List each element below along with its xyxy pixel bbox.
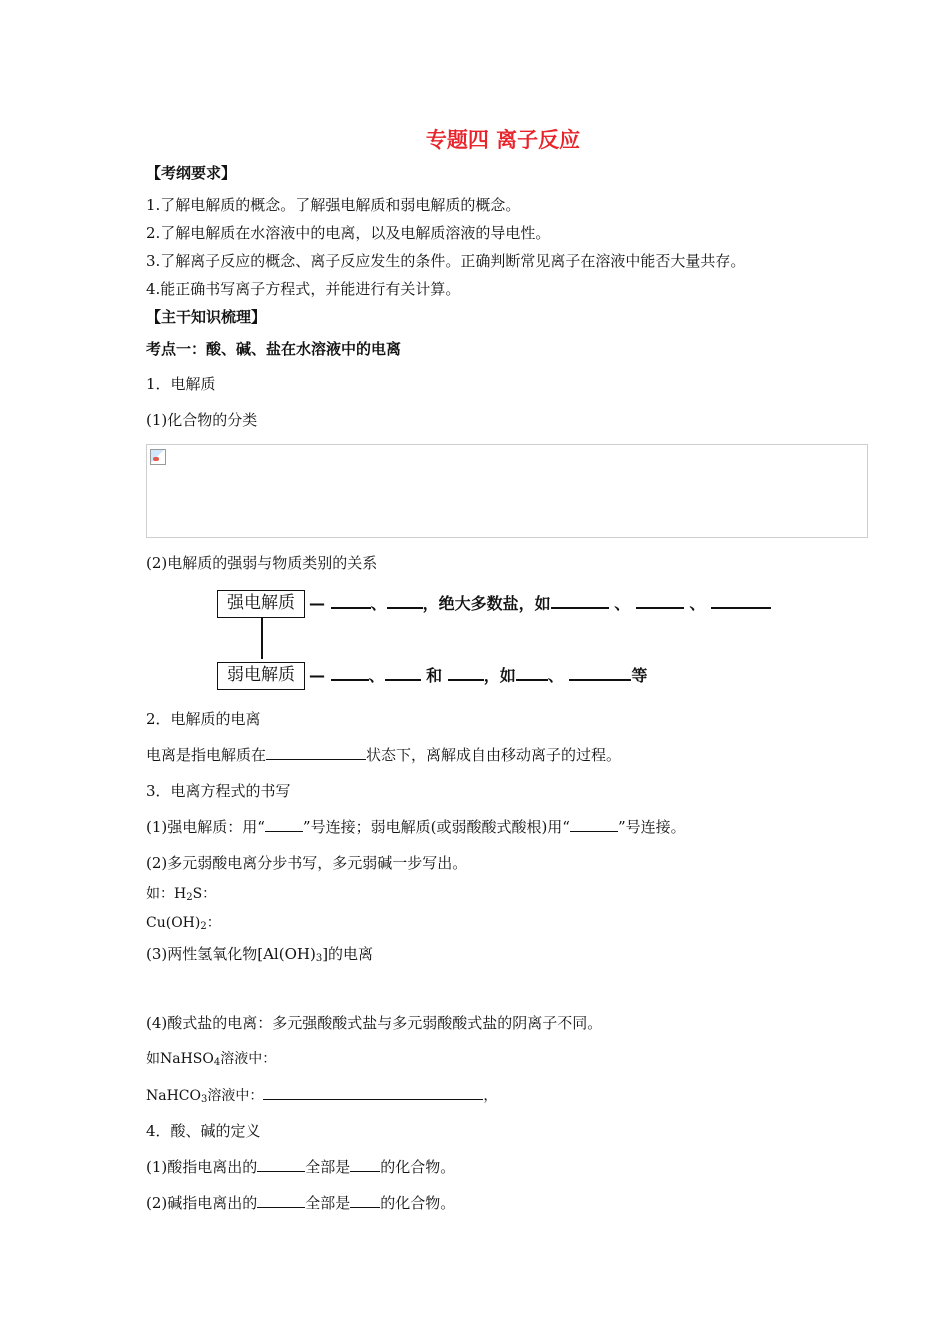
blank[interactable] <box>636 592 684 609</box>
weak-electrolyte-box: 弱电解质 <box>217 662 305 690</box>
exam-requirements-header: 【考纲要求】 <box>146 164 237 182</box>
connector-sign-rule: (1)强电解质：用“ ”号连接；弱电解质(或弱酸酸式酸根)用“ ”号连接。 <box>146 818 686 836</box>
blank[interactable] <box>385 664 421 681</box>
nahso4-solution-label: 如NaHSO$_4$溶液中： <box>146 1051 277 1068</box>
blank[interactable] <box>448 664 484 681</box>
blank[interactable] <box>350 1193 380 1208</box>
blank[interactable] <box>350 1157 380 1172</box>
polyprotic-acid-rule: (2)多元弱酸电离分步书写，多元弱碱一步写出。 <box>146 854 468 872</box>
requirement-3: 3.了解离子反应的概念、离子反应发生的条件。正确判断常见离子在溶液中能否大量共存。 <box>146 252 746 270</box>
blank[interactable] <box>516 664 548 681</box>
diagram-connector <box>261 617 263 659</box>
blank[interactable] <box>569 664 631 681</box>
strong-electrolyte-box: 强电解质 <box>217 590 305 618</box>
blank[interactable] <box>331 592 371 609</box>
blank[interactable] <box>711 592 771 609</box>
nahco3-solution-label: NaHCO$_3$溶液中： ， <box>146 1085 497 1110</box>
requirement-2: 2.了解电解质在水溶液中的电离，以及电解质溶液的导电性。 <box>146 224 551 242</box>
compound-classification-label: (1)化合物的分类 <box>146 411 258 429</box>
blank[interactable] <box>570 817 618 832</box>
section-3-heading: 3．电离方程式的书写 <box>146 782 291 800</box>
broken-image-icon <box>150 449 166 465</box>
acid-definition: (1)酸指电离出的 全部是 的化合物。 <box>146 1158 456 1176</box>
electrolyte-strength-diagram <box>217 588 777 694</box>
blank[interactable] <box>265 817 303 832</box>
acid-salt-ionization: (4)酸式盐的电离：多元强酸酸式盐与多元弱酸酸式盐的阴离子不同。 <box>146 1014 603 1032</box>
page-title: 专题四 离子反应 <box>425 128 581 152</box>
blank[interactable] <box>257 1193 305 1208</box>
section-2-heading: 2．电解质的电离 <box>146 710 261 728</box>
ionization-definition: 电离是指电解质在 状态下，离解成自由移动离子的过程。 <box>146 746 622 764</box>
blank[interactable] <box>551 592 609 609</box>
blank[interactable] <box>257 1157 305 1172</box>
blank[interactable] <box>387 592 423 609</box>
copper-hydroxide-example: $Cu(OH)_2$： <box>146 915 221 932</box>
h2s-example: 如：$H_2S$： <box>146 886 217 903</box>
point-one-heading: 考点一：酸、碱、盐在水溶液中的电离 <box>146 340 402 358</box>
requirement-1: 1.了解电解质的概念。了解强电解质和弱电解质的概念。 <box>146 196 521 214</box>
base-definition: (2)碱指电离出的 全部是 的化合物。 <box>146 1194 456 1212</box>
knowledge-header: 【主干知识梳理】 <box>146 308 267 326</box>
classification-image-placeholder <box>146 444 868 538</box>
amphoteric-hydroxide-label: (3)两性氢氧化物$[Al(OH)_3]$的电离 <box>146 945 374 964</box>
blank[interactable] <box>263 1085 483 1100</box>
blank[interactable] <box>266 745 366 760</box>
strong-electrolyte-row: — 、 ，绝大多数盐，如 、 、 <box>309 592 771 616</box>
section-4-heading: 4．酸、碱的定义 <box>146 1122 261 1140</box>
weak-electrolyte-row: — 、 和 ，如 、 等 <box>309 666 648 685</box>
blank[interactable] <box>331 664 369 681</box>
requirement-4: 4.能正确书写离子方程式，并能进行有关计算。 <box>146 280 461 298</box>
section-1-heading: 1．电解质 <box>146 375 216 393</box>
strength-relation-label: (2)电解质的强弱与物质类别的关系 <box>146 554 378 572</box>
